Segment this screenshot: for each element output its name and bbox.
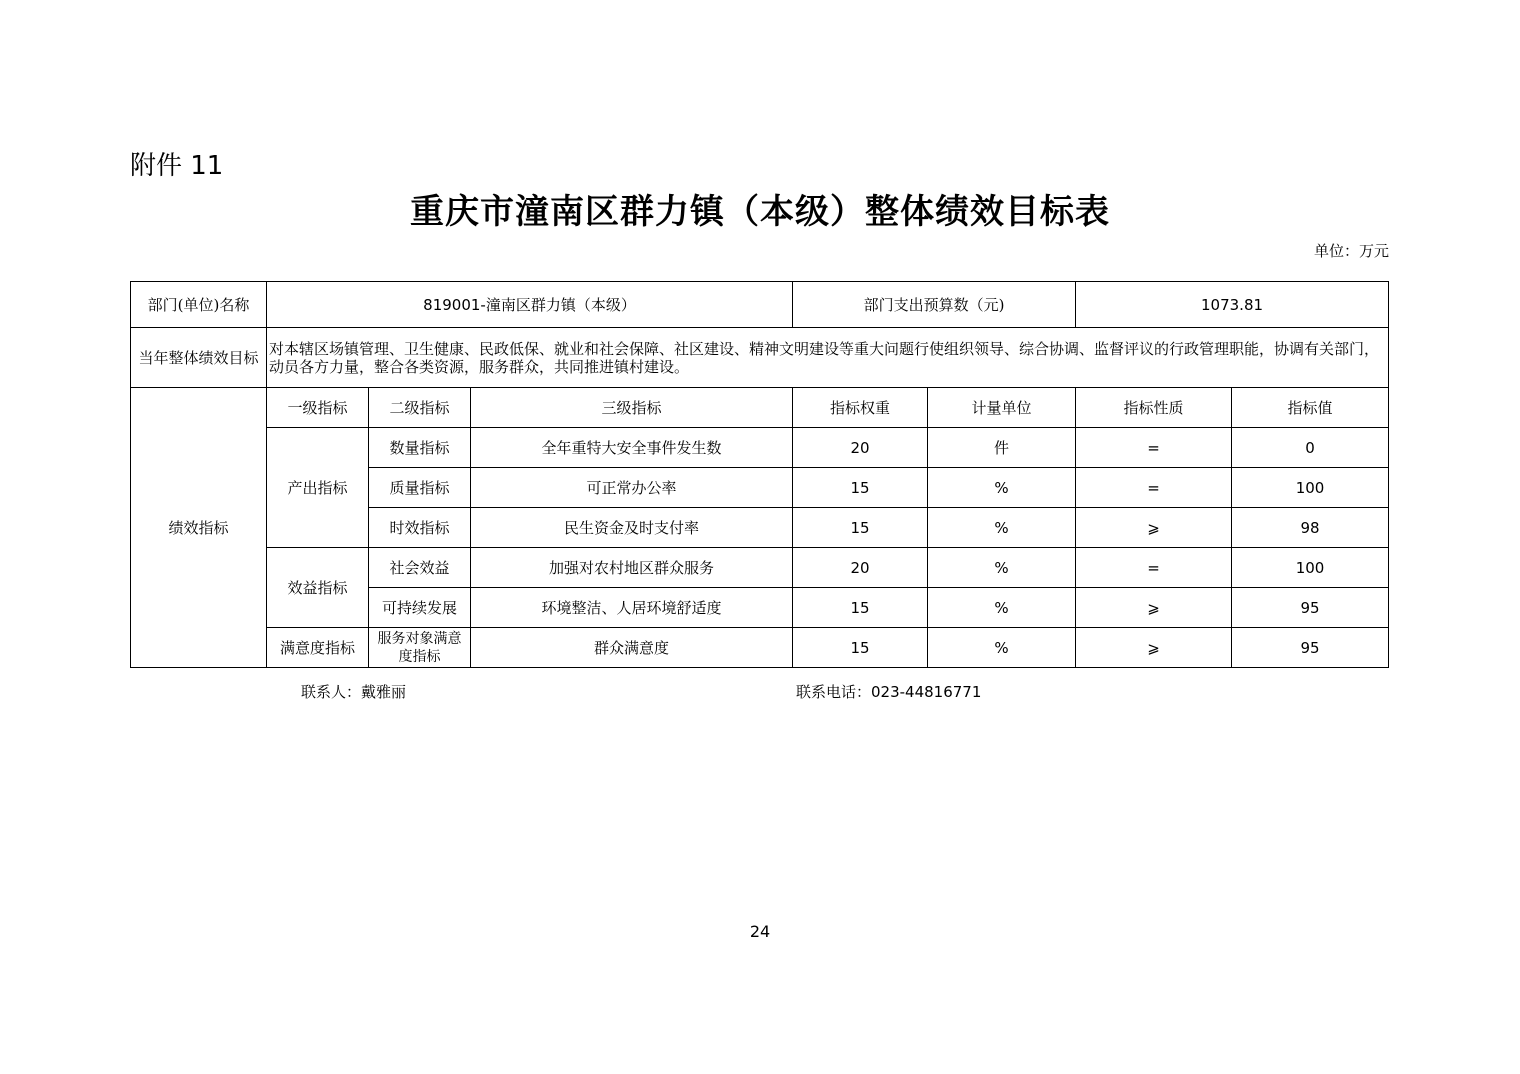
level2-cell: 时效指标 [369,508,471,548]
level1-cell: 满意度指标 [267,628,369,668]
unit-cell: % [928,588,1076,628]
column-header: 指标值 [1232,388,1389,428]
level3-cell: 群众满意度 [471,628,793,668]
goal-row [131,328,1389,388]
column-header: 一级指标 [267,388,369,428]
value-cell: 100 [1232,548,1389,588]
dept-value: 819001-潼南区群力镇（本级） [267,282,793,328]
nature-cell: ⩾ [1076,588,1232,628]
unit-cell: 件 [928,428,1076,468]
level2-cell: 数量指标 [369,428,471,468]
level3-cell: 全年重特大安全事件发生数 [471,428,793,468]
page-title: 重庆市潼南区群力镇（本级）整体绩效目标表 [410,192,1110,232]
nature-cell: ⩾ [1076,508,1232,548]
value-cell: 98 [1232,508,1389,548]
column-header: 三级指标 [471,388,793,428]
nature-cell: ⩾ [1076,628,1232,668]
contact-phone: 联系电话：023-44816771 [796,683,982,701]
nature-cell: = [1076,468,1232,508]
weight-cell: 15 [793,628,928,668]
table-row [131,628,1389,668]
weight-cell: 15 [793,468,928,508]
goal-label: 当年整体绩效目标 [131,328,267,388]
unit-label: 单位：万元 [1313,242,1389,260]
nature-cell: = [1076,428,1232,468]
column-header: 指标权重 [793,388,928,428]
budget-label: 部门支出预算数（元) [793,282,1076,328]
nature-cell: = [1076,548,1232,588]
table-row [131,548,1389,588]
contact-person: 联系人：戴雅丽 [301,683,407,701]
level2-cell: 质量指标 [369,468,471,508]
budget-value: 1073.81 [1076,282,1389,328]
performance-table [130,281,1389,668]
table-row [131,428,1389,468]
dept-label: 部门(单位)名称 [131,282,267,328]
column-header: 二级指标 [369,388,471,428]
column-header: 指标性质 [1076,388,1232,428]
value-cell: 95 [1232,628,1389,668]
goal-text: 对本辖区场镇管理、卫生健康、民政低保、就业和社会保障、社区建设、精神文明建设等重大问题行使组织领导、综合协调、监督评议的行政管理职能，协调有关部门，动员各方力量，整合各类资源，服务群众，共同推进镇村建设。 [267,328,1389,388]
level2-cell: 社会效益 [369,548,471,588]
weight-cell: 20 [793,548,928,588]
dept-row [131,282,1389,328]
weight-cell: 20 [793,428,928,468]
column-header: 计量单位 [928,388,1076,428]
level1-cell: 产出指标 [267,428,369,548]
level2-cell: 可持续发展 [369,588,471,628]
level3-cell: 环境整洁、人居环境舒适度 [471,588,793,628]
page-number: 24 [749,922,771,941]
level3-cell: 民生资金及时支付率 [471,508,793,548]
header-row [131,388,1389,428]
weight-cell: 15 [793,588,928,628]
unit-cell: % [928,508,1076,548]
value-cell: 100 [1232,468,1389,508]
perf-label: 绩效指标 [131,388,267,668]
level1-cell: 效益指标 [267,548,369,628]
unit-cell: % [928,548,1076,588]
weight-cell: 15 [793,508,928,548]
level3-cell: 可正常办公率 [471,468,793,508]
attachment-label: 附件 11 [130,151,224,181]
level2-cell: 服务对象满意度指标 [369,628,471,668]
unit-cell: % [928,468,1076,508]
level3-cell: 加强对农村地区群众服务 [471,548,793,588]
value-cell: 0 [1232,428,1389,468]
unit-cell: % [928,628,1076,668]
value-cell: 95 [1232,588,1389,628]
